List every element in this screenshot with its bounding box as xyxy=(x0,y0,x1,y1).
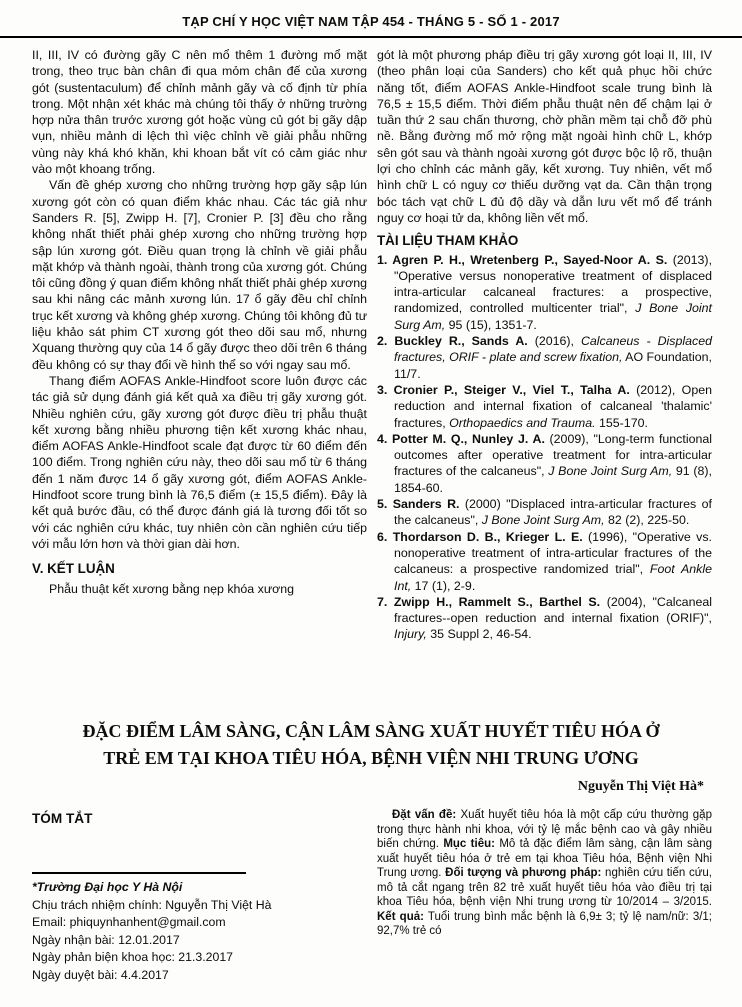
discussion-columns xyxy=(0,38,742,699)
footnote-line: Chịu trách nhiệm chính: Nguyễn Thị Việt Hà xyxy=(32,897,272,912)
article-author: Nguyễn Thị Việt Hà* xyxy=(577,779,704,794)
conclusion-continuation-paragraph: gót là một phương pháp điều trị gãy xương gót loại II, III, IV (theo phân loại của Sanders) cho kết quả phục hồi chức năng tốt, điểm AOFAS Ankle-Hindfoot scale trung bình là 76,5 ± 15,5 điểm. Thời điểm phẫu thuật nên để chậm lại ở tuần thứ 2 sau chấn thương, chờ phần mềm tại chỗ đỡ phù nề. Bằng đường mổ mở rộng mặt ngoài hình chữ L, khớp sên gót sau và thành ngoài xương gót được bộc lộ rõ, thuận lợi cho chỉnh các mảnh gãy, kết xương. Tuy nhiên, vết mổ hình chữ L có nguy cơ thiếu dưỡng vạt da. Cần thận trọng bóc tách vạt chữ L đủ độ dầy và dẫn lưu vết mổ để tránh nguy cơ hoại tử da, không liền vết mổ. xyxy=(377,48,712,225)
reference-item: 4. Potter M. Q., Nunley J. A. (2009), "Long-term functional outcomes after operative treatment for intra-articular fractures of the calcaneus", J Bone Joint Surg Am, 91 (8), 1854-60. xyxy=(377,431,713,495)
footnote-affiliation: *Trường Đại học Y Hà Nội xyxy=(32,880,183,894)
reference-item: 6. Thordarson D. B., Krieger L. E. (1996), "Operative vs. nonoperative treatment of intra-articular fractures of the calcaneus: a prospective randomized trial", Foot Ankle Int, 17 (1), 2-9. xyxy=(377,529,712,593)
right-column xyxy=(377,47,712,699)
reference-number: 2. xyxy=(377,334,395,349)
article-title-line-1: ĐẶC ĐIỂM LÂM SÀNG, CẬN LÂM SÀNG XUẤT HUYẾT TIÊU HÓA Ở xyxy=(82,721,660,741)
references-heading: TÀI LIỆU THAM KHẢO xyxy=(377,233,519,249)
reference-item: 7. Zwipp H., Rammelt S., Barthel S. (2004), "Calcaneal fractures--open reduction and internal fixation (ORIF)", Injury, 35 Suppl 2, 46-54. xyxy=(377,594,712,642)
article-title-line-2: TRẺ EM TẠI KHOA TIÊU HÓA, BỆNH VIỆN NHI TRUNG ƯƠNG xyxy=(103,748,639,768)
reference-number: 4. xyxy=(377,431,392,446)
footnote-rule xyxy=(32,872,246,874)
footnote-line: Ngày nhận bài: 12.01.2017 xyxy=(32,932,180,947)
reference-number: 1. xyxy=(377,252,393,267)
abstract-heading: TÓM TẮT xyxy=(32,811,93,826)
conclusion-paragraph: Phẫu thuật kết xương bằng nẹp khóa xương xyxy=(49,581,295,596)
paragraph: Vấn đề ghép xương cho những trường hợp gãy sập lún xương gót còn có quan điểm khác nhau. Các tác giả như Sanders R. [5], Zwipp H. [7], Cronier P. [3] đều cho rằng không nhất thiết phải ghép xương cho những trường hợp sập lún xương gót. Điều quan trọng là chỉnh về giải phẫu mặt khớp và thành ngoài, thành trong của xương gót. Chúng tôi cũng đồng ý quan điểm không nhất thiết phải ghép xương sau khi nâng các mảnh xương lún. 17 ổ gãy đều chỉ chỉnh trục kết xương và không ghép xương. Chúng tôi không đủ tư liệu khảo sát phim CT xương gót theo dõi sau mổ, nhưng Xquang thường quy của 14 ổ gãy được theo dõi trên 6 tháng đều không có sự thay đổi về hình thể so với ngay sau mổ. xyxy=(32,178,367,372)
reference-number: 6. xyxy=(377,529,393,544)
article-title xyxy=(0,718,742,772)
abstract-paragraph: Đặt vấn đề: Xuất huyết tiêu hóa là một cấp cứu thường gặp trong thực hành nhi khoa, với tỷ lệ mắc bệnh cao và gây nhiều biến chứng. Mục tiêu: Mô tả đặc điểm lâm sàng, cận lâm sàng xuất huyết tiêu hóa ở trẻ em tại khoa Tiêu hóa, Bệnh viện Nhi Trung ương. Đối tượng và phương pháp: nghiên cứu tiến cứu, mô tả cắt ngang trên 82 trẻ xuất huyết tiêu hóa vào điều trị tại khoa Tiêu hóa, bệnh viện Nhi trung ương từ 10/2014 – 3/2015. Kết quả: Tuổi trung bình mắc bệnh là 6,9± 3; tỷ lệ nam/nữ: 3/1; 92,7% trẻ có xyxy=(377,809,712,937)
footnote-line: Ngày phản biện khoa học: 21.3.2017 xyxy=(32,950,234,964)
footnote-line: Ngày duyệt bài: 4.4.2017 xyxy=(32,967,169,982)
author-footnote xyxy=(32,872,367,998)
journal-header: TẠP CHÍ Y HỌC VIỆT NAM TẬP 454 - THÁNG 5 - SỐ 1 - 2017 xyxy=(0,0,742,38)
reference-item: 1. Agren P. H., Wretenberg P., Sayed-Noor A. S. (2013), "Operative versus nonoperative treatment of displaced intra-articular calcaneal fractures: a prospective, randomized, controlled multicenter trial", J Bone Joint Surg Am, 95 (15), 1351-7. xyxy=(377,252,713,332)
abstract-section xyxy=(0,795,742,998)
reference-number: 3. xyxy=(377,382,394,397)
reference-item: 2. Buckley R., Sands A. (2016), Calcaneus - Displaced fractures, ORIF - plate and screw fixation, AO Foundation, 11/7. xyxy=(377,334,712,381)
conclusion-heading: V. KẾT LUẬN xyxy=(32,561,115,577)
abstract-left-column xyxy=(32,808,367,998)
reference-item: 3. Cronier P., Steiger V., Viel T., Talha A. (2012), Open reduction and internal fixation of calcaneal 'thalamic' fractures, Orthopaedics and Trauma. 155-170. xyxy=(377,382,712,430)
footnote-line: Email: phiquynhanhent@gmail.com xyxy=(32,915,226,929)
paragraph: II, III, IV có đường gãy C nên mổ thêm 1 đường mổ mặt trong, theo trục bàn chân đi qua mỏm chân đế của xương gót (sustentaculum) để chỉnh mảnh gãy và cố định từ phía trong. Một nhận xét khác mà chúng tôi thấy ở những trường hợp nửa thân trước xương gót hoặc vùng củ gót bị gãy dập vụn, nhiều mảnh di lệch thì việc chỉnh về giải phẫu những vùng này khá khó khăn, khi khoan bắt vít có cảm giác như vào một khoang trống. xyxy=(32,48,367,177)
abstract-right-column xyxy=(377,808,712,998)
footnote-lines xyxy=(32,897,367,985)
reference-number: 7. xyxy=(377,594,394,609)
reference-item: 5. Sanders R. (2000) "Displaced intra-articular fractures of the calcaneus", J Bone Joint Surg Am, 82 (2), 225-50. xyxy=(377,497,713,528)
left-column xyxy=(32,47,367,699)
discussion-left-paragraphs xyxy=(32,47,367,552)
references-list xyxy=(377,252,712,643)
reference-number: 5. xyxy=(377,497,393,512)
paragraph: Thang điểm AOFAS Ankle-Hindfoot score luôn được các tác giả sử dụng đánh giá kết quả xa điều trị gãy xương gót. Nhiều nghiên cứu, gãy xương gót được điều trị phẫu thuật kết xương bằng nhiều phương tiện kết xương khác nhau, điểm AOFAS Ankle-Hindfoot scale đạt được từ 60 điểm đến 100 điểm. Trong nghiên cứu này, theo dõi sau mổ từ 6 tháng đến 1 năm được 14 ổ gãy xương gót, điểm AOFAS Ankle-Hindfoot score trung bình là 76,5 điểm (± 15,5 điểm). Đây là kết quả bước đầu, có thể được đánh giá là tương đối tốt so với các nghiên cứu khác, tuy nhiên còn cần nghiên cứu tiếp với mẫu lớn hơn và thời gian dài hơn. xyxy=(32,373,367,551)
